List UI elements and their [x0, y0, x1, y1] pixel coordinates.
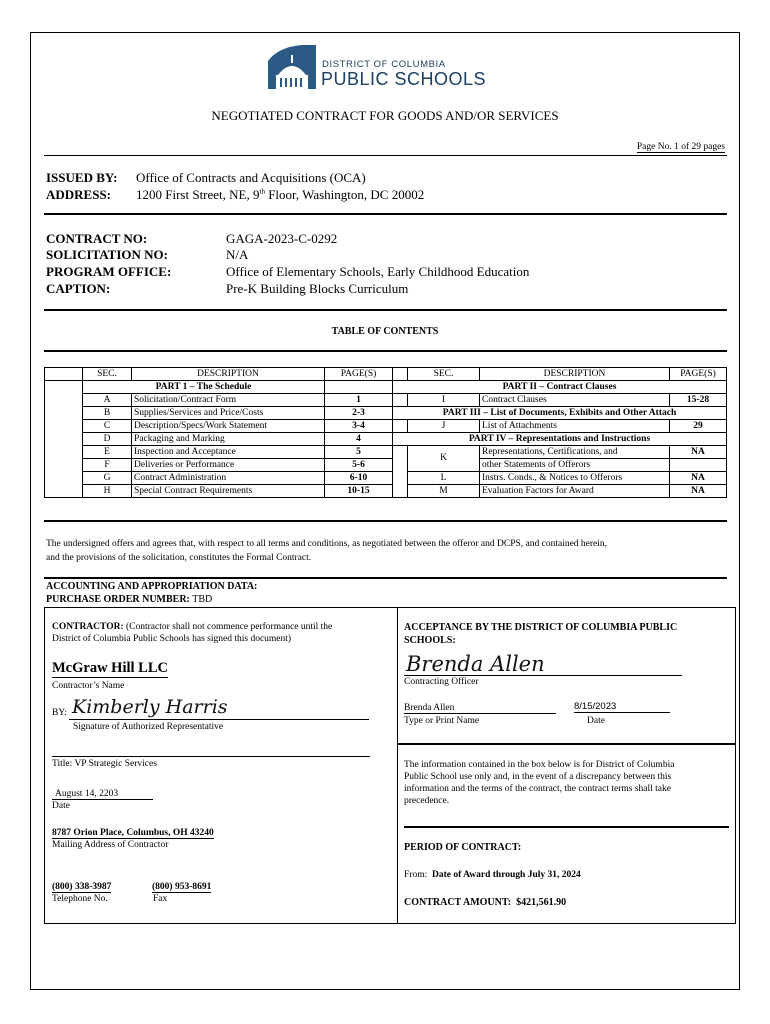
fax-label: Fax [153, 894, 168, 904]
toc-pages: 3-4 [325, 420, 393, 433]
toc-header-row [45, 368, 727, 381]
address-value: 1200 First Street, NE, 9th Floor, Washington, DC 20002 [136, 187, 425, 202]
toc-desc: other Statements of Offerors [480, 459, 670, 472]
contractor-intro-2: District of Columbia Public Schools has signed this document) [52, 634, 292, 644]
accounting-label: ACCOUNTING AND APPROPRIATION DATA: [46, 581, 258, 592]
toc-sec: J [408, 420, 480, 433]
signature-label: Signature of Authorized Representative [73, 722, 224, 732]
program-office-label: PROGRAM OFFICE: [46, 264, 172, 279]
toc-sec: M [408, 485, 480, 498]
toc-row [45, 420, 727, 433]
toc-pages: NA [670, 485, 727, 498]
toc-sec: G [83, 472, 132, 485]
contract-no-value: GAGA-2023-C-0292 [226, 231, 338, 246]
mailing-address-label: Mailing Address of Contractor [52, 840, 169, 850]
contractor-intro: CONTRACTOR: (Contractor shall not commence performance until the [52, 622, 333, 632]
toc-sec: D [83, 433, 132, 446]
toc-desc: Contract Clauses [480, 394, 670, 407]
toc-heading: TABLE OF CONTENTS [331, 326, 439, 337]
acceptance-heading: ACCEPTANCE BY THE DISTRICT OF COLUMBIA PUBLIC [404, 622, 678, 633]
toc-header-desc: DESCRIPTION [132, 368, 325, 381]
toc-pages: NA [670, 446, 727, 459]
offer-text-line-2: and the provisions of the solicitation, constitutes the Formal Contract. [46, 553, 312, 563]
toc-row [45, 472, 727, 485]
toc-pages: 5 [325, 446, 393, 459]
page-number: Page No. 1 of 29 pages [636, 142, 725, 152]
mailing-address: 8787 Orion Place, Columbus, OH 43240 [52, 828, 214, 838]
toc-part4: PART IV – Representations and Instructions [393, 433, 727, 446]
divider [44, 155, 727, 156]
toc-desc: Packaging and Marking [132, 433, 325, 446]
toc-sec: A [83, 394, 132, 407]
dcps-capitol-logo [268, 45, 316, 89]
toc-pages: 2-3 [325, 407, 393, 420]
issued-by-value: Office of Contracts and Acquisitions (OCA) [136, 170, 366, 185]
toc-pages: 6-10 [325, 472, 393, 485]
by-label: BY: [52, 708, 67, 718]
toc-part1: PART 1 – The Schedule [83, 381, 325, 394]
toc-sec: K [408, 446, 480, 472]
toc-header-sec: SEC. [408, 368, 480, 381]
toc-row [45, 459, 727, 472]
toc-sec: L [408, 472, 480, 485]
toc-sec: C [83, 420, 132, 433]
type-name-label: Type or Print Name [404, 716, 480, 726]
toc-header-sec: SEC. [83, 368, 132, 381]
period-label: PERIOD OF CONTRACT: [404, 842, 522, 853]
toc-desc: Inspection and Acceptance [132, 446, 325, 459]
toc-pages: 29 [670, 420, 727, 433]
caption-label: CAPTION: [46, 281, 111, 296]
telephone-label: Telephone No. [52, 894, 108, 904]
signature-line [69, 719, 369, 720]
contractor-name: McGraw Hill LLC [52, 660, 168, 676]
toc-desc: Representations, Certifications, and [480, 446, 670, 459]
contractor-date: August 14, 2203 [52, 789, 153, 800]
contractor-box [44, 607, 398, 924]
toc-header-desc: DESCRIPTION [480, 368, 670, 381]
toc-desc: Evaluation Factors for Award [480, 485, 670, 498]
divider [404, 826, 729, 828]
solicitation-no-value: N/A [226, 247, 249, 262]
info-text-2: Public School use only and, in the event of a discrepancy between this [404, 772, 672, 782]
toc-desc: Supplies/Services and Price/Costs [132, 407, 325, 420]
divider [398, 743, 735, 745]
offer-text-line-1: The undersigned offers and agrees that, with respect to all terms and conditions, as negotiated between the offeror and DCPS, and contained herein, [46, 539, 608, 549]
toc-row [45, 407, 727, 420]
toc-sec: H [83, 485, 132, 498]
logo-text-bottom: PUBLIC SCHOOLS [321, 69, 487, 89]
printed-name: Brenda Allen [404, 703, 556, 714]
toc-pages: 10-15 [325, 485, 393, 498]
date-label: Date [52, 801, 70, 811]
toc-desc: Contract Administration [132, 472, 325, 485]
toc-desc: Special Contract Requirements [132, 485, 325, 498]
title-line [52, 756, 370, 757]
toc-sec: I [408, 394, 480, 407]
toc-desc: Solicitation/Contract Form [132, 394, 325, 407]
contractor-name-label: Contractor’s Name [52, 681, 125, 691]
acceptance-heading-2: SCHOOLS: [404, 635, 456, 646]
contract-no-label: CONTRACT NO: [46, 231, 148, 246]
toc-pages: 15-28 [670, 394, 727, 407]
toc-part2: PART II – Contract Clauses [393, 381, 727, 394]
toc-desc: Description/Specs/Work Statement [132, 420, 325, 433]
program-office-value: Office of Elementary Schools, Early Childhood Education [226, 264, 530, 279]
toc-row [45, 485, 727, 498]
toc-row [45, 381, 727, 394]
info-text-4: precedence. [404, 796, 450, 806]
toc-pages: 5-6 [325, 459, 393, 472]
acceptance-box [397, 607, 736, 924]
divider [44, 309, 727, 311]
contractor-title: Title: VP Strategic Services [52, 759, 157, 769]
toc-pages: 4 [325, 433, 393, 446]
toc-desc: List of Attachments [480, 420, 670, 433]
divider [44, 350, 727, 352]
fax-number: (800) 953-8691 [152, 882, 212, 892]
contract-amount: CONTRACT AMOUNT: $421,561.90 [404, 897, 567, 908]
toc-sec: F [83, 459, 132, 472]
toc-pages: NA [670, 472, 727, 485]
caption-value: Pre-K Building Blocks Curriculum [226, 281, 409, 296]
toc-desc: Deliveries or Performance [132, 459, 325, 472]
acceptance-date: 8/15/2023 [574, 701, 670, 713]
issued-by-label: ISSUED BY: [46, 170, 118, 185]
toc-table [44, 367, 727, 498]
divider [44, 520, 727, 522]
toc-part3: PART III – List of Documents, Exhibits and Other Attach [393, 407, 727, 420]
toc-sec: E [83, 446, 132, 459]
toc-header-pages: PAGE(S) [325, 368, 393, 381]
acceptance-date-label: Date [587, 716, 605, 726]
toc-row [45, 433, 727, 446]
divider [44, 213, 727, 215]
info-text-1: The information contained in the box below is for District of Columbia [404, 760, 675, 770]
contractor-signature: Kimberly Harris [72, 696, 228, 718]
toc-row [45, 446, 727, 459]
logo-text-top: DISTRICT OF COLUMBIA [322, 59, 446, 70]
address-label: ADDRESS: [46, 187, 112, 202]
po-number: PURCHASE ORDER NUMBER: TBD [46, 594, 213, 605]
toc-desc: Instrs. Conds., & Notices to Offerors [480, 472, 670, 485]
telephone-number: (800) 338-3987 [52, 882, 112, 892]
toc-row [45, 394, 727, 407]
info-text-3: information and the terms of the contract, the contract terms shall take [404, 784, 671, 794]
divider [44, 577, 727, 579]
document-title: NEGOTIATED CONTRACT FOR GOODS AND/OR SERVICES [211, 108, 559, 123]
solicitation-no-label: SOLICITATION NO: [46, 247, 168, 262]
officer-signature: Brenda Allen [406, 652, 545, 676]
toc-sec: B [83, 407, 132, 420]
officer-label: Contracting Officer [404, 677, 479, 687]
toc-pages: 1 [325, 394, 393, 407]
toc-header-pages: PAGE(S) [670, 368, 727, 381]
period-from: From: Date of Award through July 31, 2024 [404, 870, 581, 880]
officer-signature-line [404, 675, 682, 676]
